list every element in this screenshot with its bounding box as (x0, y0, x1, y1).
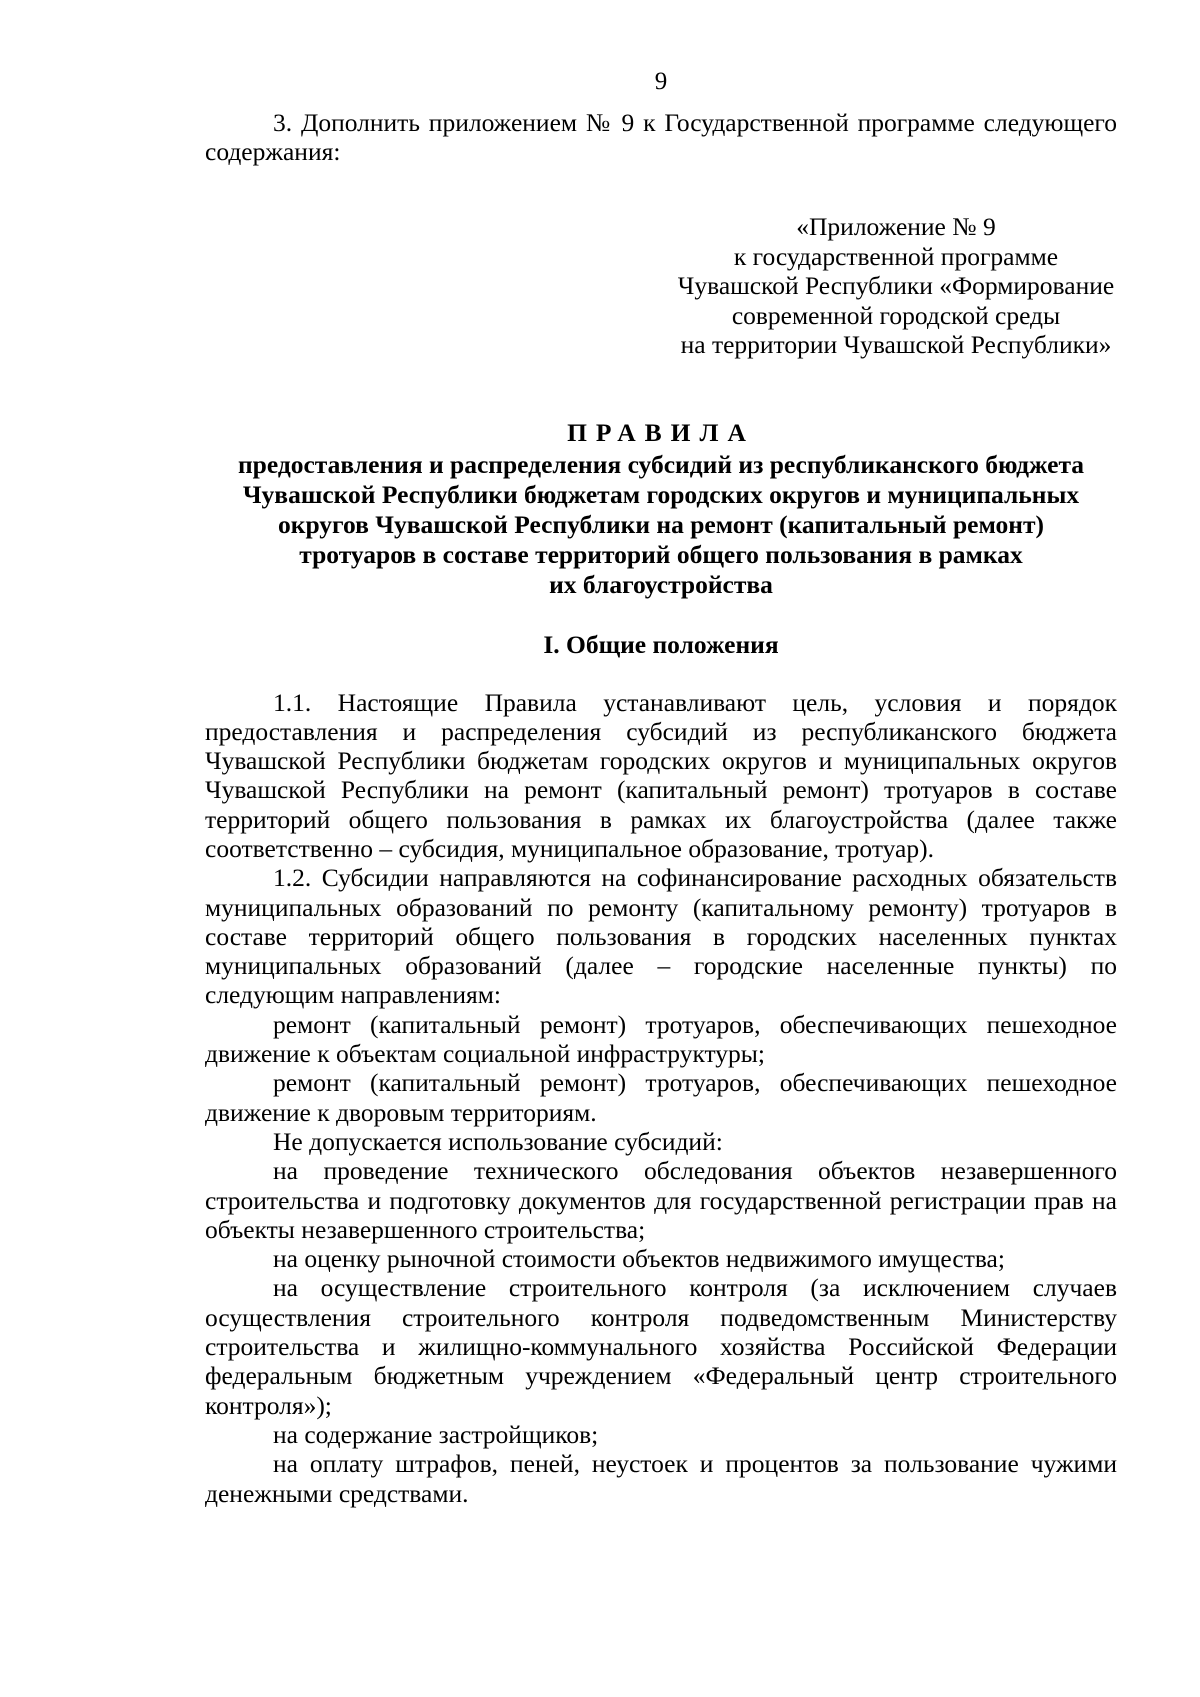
paragraph: на оценку рыночной стоимости объектов недвижимого имущества; (273, 1244, 1005, 1274)
paragraph: ремонт (капитальный ремонт) тротуаров, обеспечивающих пешеходное движение к объектам социальной инфраструктуры; (205, 1009, 1117, 1069)
section-heading: I. Общие положения (543, 629, 779, 659)
appendix-line: современной городской среды (731, 300, 1061, 330)
paragraph: на проведение технического обследования объектов незавершенного строительства и подготовку документов для государственной регистрации прав на объекты незавершенного строительства; (205, 1156, 1117, 1244)
paragraph: на содержание застройщиков; (273, 1419, 599, 1449)
paragraph: Не допускается использование субсидий: (273, 1126, 723, 1156)
intro-paragraph: 3. Дополнить приложением № 9 к Государственной программе следующего содержания: (205, 108, 1117, 166)
appendix-note (675, 212, 1117, 360)
document-subtitle (205, 450, 1117, 600)
appendix-line: к государственной программе (733, 241, 1059, 271)
subtitle-line: Чувашской Республики бюджетам городских округов и муниципальных (242, 479, 1080, 509)
body-text (205, 688, 1117, 1508)
subtitle-line: их благоустройства (549, 569, 773, 599)
appendix-line: «Приложение № 9 (796, 212, 996, 241)
subtitle-line: предоставления и распределения субсидий из республиканского бюджета (237, 449, 1085, 479)
appendix-line: на территории Чувашской Республики» (680, 330, 1112, 359)
subtitle-line: округов Чувашской Республики на ремонт (капитальный ремонт) (278, 509, 1044, 539)
paragraph: на осуществление строительного контроля (за исключением случаев осуществления строительного контроля подведомственным Министерству строительства и жилищно-коммунального хозяйства Российской Федерации федеральным бюджетным учреждением «Федеральный центр строительного контроля»); (205, 1273, 1117, 1420)
page-number: 9 (654, 68, 668, 95)
document-title: ПРАВИЛА (567, 417, 755, 447)
paragraph: ремонт (капитальный ремонт) тротуаров, обеспечивающих пешеходное движение к дворовым территориям. (205, 1068, 1117, 1127)
paragraph: 1.1. Настоящие Правила устанавливают цель, условия и порядок предоставления и распределения субсидий из республиканского бюджета Чувашской Республики бюджетам городских округов и муниципальных округов Чувашской Республики на ремонт (капитальный ремонт) тротуаров в составе территорий общего пользования в рамках их благоустройства (далее также соответственно – субсидия, муниципальное образование, тротуар). (205, 687, 1117, 863)
subtitle-line: тротуаров в составе территорий общего пользования в рамках (299, 539, 1023, 569)
document-page (205, 66, 1117, 1508)
paragraph: на оплату штрафов, пеней, неустоек и процентов за пользование чужими денежными средствами. (205, 1449, 1117, 1508)
paragraph: 1.2. Субсидии направляются на софинансирование расходных обязательств муниципальных образований по ремонту (капитальному ремонту) тротуаров в составе территорий общего пользования в городских населенных пунктах муниципальных образований (далее – городские населенные пункты) по следующим направлениям: (205, 863, 1117, 1010)
appendix-line: Чувашской Республики «Формирование (677, 271, 1115, 300)
